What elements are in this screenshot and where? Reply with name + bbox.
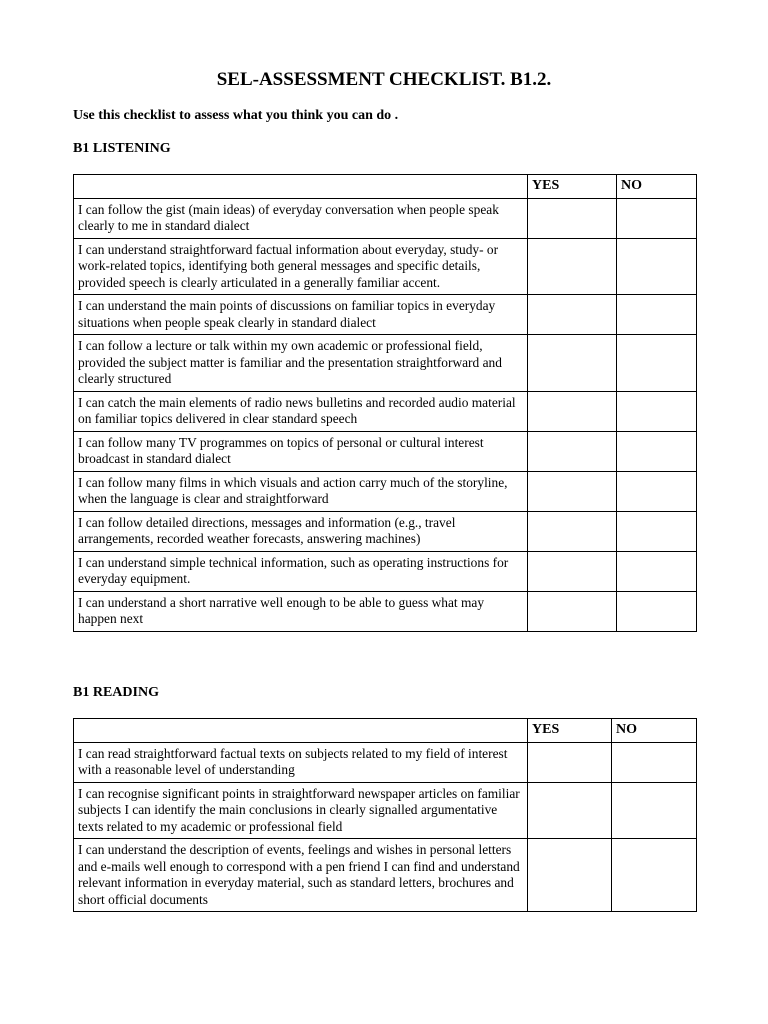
table-row (74, 198, 697, 238)
section-heading-listening: B1 LISTENING (73, 141, 171, 156)
no-cell[interactable] (617, 198, 697, 238)
statement-cell: I can follow many films in which visuals and action carry much of the storyline, when the language is clear and straightforward (74, 471, 528, 511)
table-row (74, 471, 697, 511)
statement-cell: I can understand a short narrative well enough to be able to guess what may happen next (74, 591, 528, 631)
yes-cell[interactable] (528, 742, 612, 782)
table-row (74, 295, 697, 335)
table-header-row (74, 175, 697, 199)
yes-column-header: YES (528, 175, 617, 199)
table-row (74, 782, 697, 839)
table-row (74, 591, 697, 631)
yes-cell[interactable] (528, 591, 617, 631)
yes-cell[interactable] (528, 295, 617, 335)
no-cell[interactable] (617, 471, 697, 511)
statement-column-header (74, 719, 528, 743)
reading-checklist-table (73, 718, 697, 912)
statement-cell: I can follow the gist (main ideas) of everyday conversation when people speak clearly to me in standard dialect (74, 198, 528, 238)
no-cell[interactable] (617, 431, 697, 471)
yes-cell[interactable] (528, 839, 612, 912)
no-cell[interactable] (617, 238, 697, 295)
statement-cell: I can follow detailed directions, messages and information (e.g., travel arrangements, recorded weather forecasts, answering machines) (74, 511, 528, 551)
table-row (74, 335, 697, 392)
no-cell[interactable] (617, 335, 697, 392)
no-column-header: NO (617, 175, 697, 199)
table-row (74, 551, 697, 591)
statement-cell: I can read straightforward factual texts on subjects related to my field of interest with a reasonable level of understanding (74, 742, 528, 782)
no-cell[interactable] (612, 742, 697, 782)
table-row (74, 391, 697, 431)
statement-cell: I can understand the main points of discussions on familiar topics in everyday situations when people speak clearly in standard dialect (74, 295, 528, 335)
statement-column-header (74, 175, 528, 199)
no-cell[interactable] (612, 782, 697, 839)
intro-text: Use this checklist to assess what you think you can do . (73, 108, 399, 123)
yes-cell[interactable] (528, 198, 617, 238)
table-row (74, 511, 697, 551)
yes-cell[interactable] (528, 391, 617, 431)
statement-cell: I can understand straightforward factual information about everyday, study- or work-related topics, identifying both general messages and specific details, provided speech is clearly articulated in a generally familiar accent. (74, 238, 528, 295)
statement-cell: I can follow a lecture or talk within my own academic or professional field, provided the subject matter is familiar and the presentation straightforward and clearly structured (74, 335, 528, 392)
yes-cell[interactable] (528, 238, 617, 295)
table-header-row (74, 719, 697, 743)
yes-cell[interactable] (528, 551, 617, 591)
yes-column-header: YES (528, 719, 612, 743)
statement-cell: I can understand simple technical information, such as operating instructions for everyday equipment. (74, 551, 528, 591)
table-row (74, 431, 697, 471)
statement-cell: I can follow many TV programmes on topics of personal or cultural interest broadcast in standard dialect (74, 431, 528, 471)
no-cell[interactable] (612, 839, 697, 912)
table-row (74, 742, 697, 782)
no-cell[interactable] (617, 591, 697, 631)
table-row (74, 238, 697, 295)
table-row (74, 839, 697, 912)
page-title: SEL-ASSESSMENT CHECKLIST. B1.2. (216, 69, 552, 90)
no-cell[interactable] (617, 391, 697, 431)
listening-checklist-table (73, 174, 697, 632)
no-cell[interactable] (617, 551, 697, 591)
yes-cell[interactable] (528, 471, 617, 511)
statement-cell: I can understand the description of events, feelings and wishes in personal letters and e-mails well enough to correspond with a pen friend I can find and understand relevant information in everyday material, such as standard letters, brochures and short official documents (74, 839, 528, 912)
no-column-header: NO (612, 719, 697, 743)
statement-cell: I can recognise significant points in straightforward newspaper articles on familiar subjects I can identify the main conclusions in clearly signalled argumentative texts related to my academic or professional field (74, 782, 528, 839)
yes-cell[interactable] (528, 782, 612, 839)
statement-cell: I can catch the main elements of radio news bulletins and recorded audio material on familiar topics delivered in clear standard speech (74, 391, 528, 431)
yes-cell[interactable] (528, 335, 617, 392)
no-cell[interactable] (617, 295, 697, 335)
yes-cell[interactable] (528, 511, 617, 551)
yes-cell[interactable] (528, 431, 617, 471)
section-heading-reading: B1 READING (73, 685, 159, 700)
no-cell[interactable] (617, 511, 697, 551)
